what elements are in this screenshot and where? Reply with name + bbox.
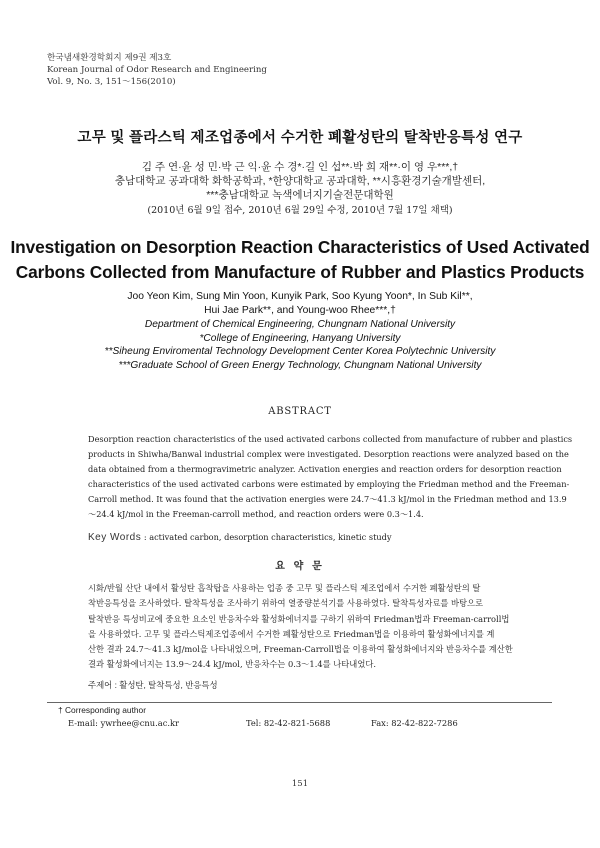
abstract-heading: ABSTRACT — [268, 406, 332, 417]
abstract-line: ～24.4 kJ/mol in the Freeman-carroll method, and reaction orders were 0.3～1.4. — [88, 509, 424, 520]
journal-volume: Vol. 9, No. 3, 151～156(2010) — [47, 77, 176, 87]
korean-abstract-line: 시화/반월 산단 내에서 활성탄 흡착탑을 사용하는 업종 중 고무 및 플라스틱 제조업에서 수거한 폐활성탄의 탈 — [88, 583, 481, 593]
abstract-line: characteristics of the used activated carbons were estimated by employing the Friedman method and the Freeman- — [88, 479, 570, 490]
authors-english-line1: Joo Yeon Kim, Sung Min Yoon, Kunyik Park, Soo Kyung Yoon*, In Sub Kil**, — [127, 291, 473, 302]
affiliation-english-2: *College of Engineering, Hanyang University — [199, 332, 401, 344]
korean-abstract-heading: 요 약 문 — [275, 561, 325, 572]
authors-english — [0, 290, 600, 317]
korean-abstract-line: 착반응특성을 조사하였다. 탈착특성을 조사하기 위하여 열중량분석기를 사용하였다. 탈착특성자료를 바탕으로 — [88, 598, 484, 609]
abstract-line: Desorption reaction characteristics of the used activated carbons collected from manufacture of rubber and plastics — [88, 434, 573, 444]
page-number: 151 — [291, 779, 309, 789]
title-korean: 고무 및 플라스틱 제조업종에서 수거한 폐활성탄의 탈착반응특성 연구 — [77, 130, 523, 146]
corresponding-fax: Fax: 82-42-822-7286 — [371, 718, 458, 728]
keywords-korean: 주제어 : 활성탄, 탈착특성, 반응특성 — [88, 680, 218, 690]
authors-english-line2: Hui Jae Park**, and Young-woo Rhee***,† — [204, 304, 396, 316]
dates-korean: (2010년 6월 9일 접수, 2010년 6월 29일 수정, 2010년 7월 17일 채택) — [147, 205, 453, 216]
journal-header — [47, 52, 267, 88]
corresponding-author-note: † Corresponding author — [58, 705, 146, 715]
affiliation-english-1: Department of Chemical Engineering, Chungnam National University — [144, 319, 456, 330]
abstract-line: Carroll method. It was found that the activation energies were 24.7～41.3 kJ/mol in the Friedman method and 13.9 — [88, 494, 567, 505]
abstract-line: products in Shiwha/Banwal industrial complex were investigated. Desorption reactions were analyzed based on the — [88, 449, 569, 460]
keywords-text: : activated carbon, desorption characteristics, kinetic study — [141, 532, 392, 542]
abstract-body — [88, 432, 573, 523]
abstract-line: data obtained from a thermogravimetric analyzer. Activation energies and reaction orders for desorption reaction — [88, 464, 562, 475]
corresponding-email: E-mail: ywrhee@cnu.ac.kr — [68, 718, 179, 728]
title-english-line1: Investigation on Desorption Reaction Characteristics of Used Activated — [10, 237, 590, 257]
authors-korean-block — [0, 160, 600, 202]
authors-korean: 김 주 연·윤 성 민·박 근 익·윤 수 경*·길 인 섭**·박 희 재**·이 영 우***,† — [141, 161, 459, 173]
affiliation-korean-line1: 충남대학교 공과대학 화학공학과, *한양대학교 공과대학, **시흥환경기술개발센터, — [114, 175, 486, 187]
journal-name-en: Korean Journal of Odor Research and Engineering — [47, 65, 267, 75]
affiliations-english — [0, 318, 600, 372]
korean-abstract-body — [88, 581, 524, 673]
journal-name-kr: 한국냄새환경학회지 제9권 제3호 — [47, 53, 172, 63]
affiliation-english-3: **Siheung Enviromental Technology Development Center Korea Polytechnic University — [104, 346, 496, 358]
korean-abstract-line: 을 사용하였다. 고무 및 플라스틱제조업종에서 수거한 폐활성탄으로 Friedman법을 이용하여 활성화에너지를 계 — [88, 628, 495, 639]
affiliation-english-4: ***Graduate School of Green Energy Technology, Chungnam National University — [118, 359, 482, 371]
footnote-divider — [47, 702, 552, 703]
korean-abstract-line: 결과 활성화에너지는 13.9～24.4 kJ/mol, 반응차수는 0.3～1.4를 나타내었다. — [88, 659, 376, 670]
keywords-english — [88, 532, 392, 543]
affiliation-korean-line2: ***충남대학교 녹색에너지기술전문대학원 — [206, 189, 394, 201]
keywords-label: Key Words — [88, 532, 142, 543]
korean-abstract-line: 산한 결과 24.7～41.3 kJ/mol을 나타내었으며, Freeman-Carroll법을 이용하여 활성화에너지와 반응차수를 계산한 — [88, 644, 513, 655]
korean-abstract-line: 탈착반응 특성비교에 중요한 요소인 반응차수와 활성화에너지를 구하기 위하여 Friedman법과 Freeman-carroll법 — [88, 613, 510, 624]
title-english-line2: Carbons Collected from Manufacture of Rubber and Plastics Products — [15, 262, 585, 282]
corresponding-tel: Tel: 82-42-821-5688 — [246, 718, 331, 728]
title-english — [0, 235, 600, 285]
